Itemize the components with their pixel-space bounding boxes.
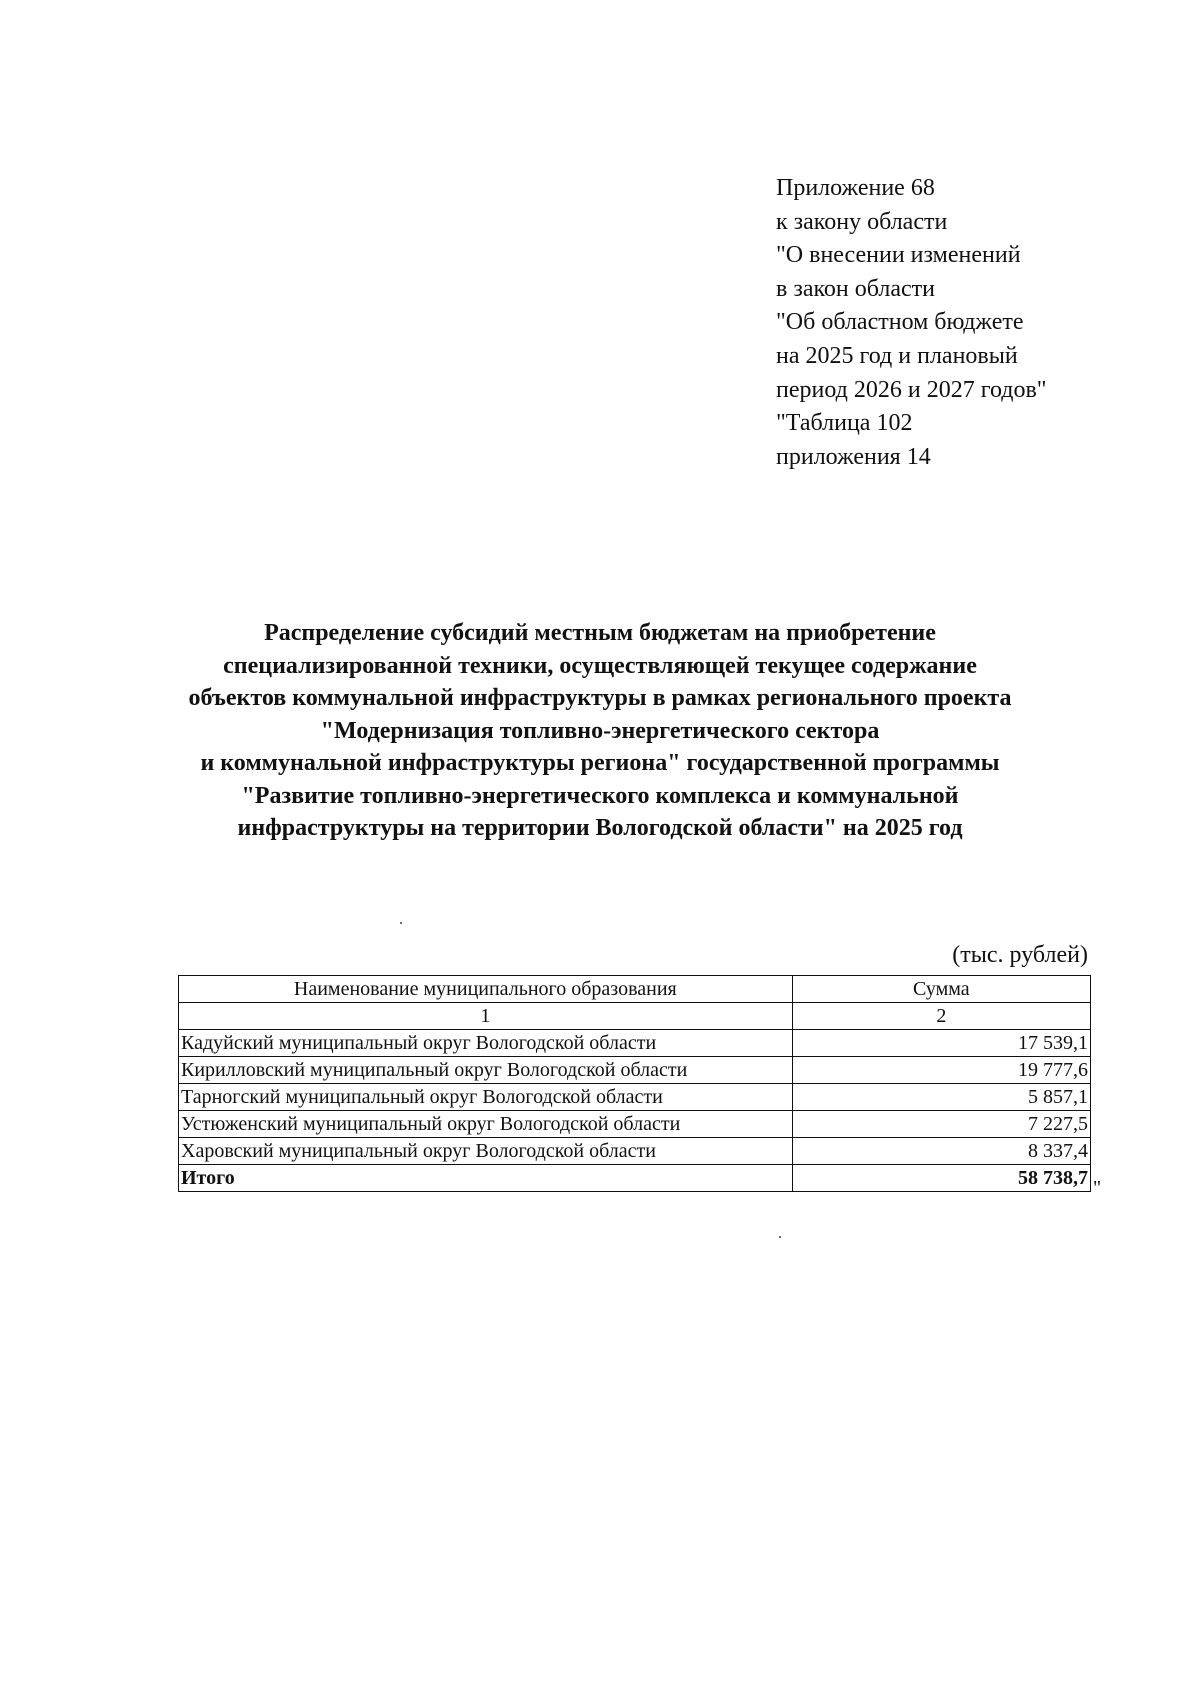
appendix-line: на 2025 год и плановый [776,342,1018,369]
subsidy-amount: 17 539,1 [792,1030,1090,1057]
table-column-numbers-row [179,1003,1091,1030]
subsidy-amount: 19 777,6 [792,1057,1090,1084]
title-line: и коммунальной инфраструктуры региона" государственной программы [200,750,1000,776]
scan-speck [400,922,402,924]
units-label: (тыс. рублей) [952,942,1088,968]
total-amount: 58 738,7 [792,1165,1090,1192]
municipality-name: Устюженский муниципальный округ Вологодской области [179,1111,793,1138]
table-row [179,1030,1091,1057]
scan-speck [779,1236,781,1238]
title-line: "Развитие топливно-энергетического комплекса и коммунальной [241,782,959,809]
table-row [179,1138,1091,1165]
subsidy-amount: 8 337,4 [792,1138,1090,1165]
title-line: объектов коммунальной инфраструктуры в рамках регионального проекта [188,685,1012,711]
subsidy-amount: 5 857,1 [792,1084,1090,1111]
appendix-line: в закон области [776,275,935,302]
appendix-line: "О внесении изменений [776,242,1021,269]
total-label: Итого [179,1165,793,1192]
document-title [100,617,1100,845]
table-row [179,1084,1091,1111]
table-total-row [179,1165,1091,1192]
municipality-name: Кирилловский муниципальный округ Вологодской области [179,1057,793,1084]
header-amount: Сумма [792,976,1090,1003]
title-line: специализированной техники, осуществляющей текущее содержание [223,652,977,679]
title-line: "Модернизация топливно-энергетического сектора [320,717,880,744]
table-row [179,1057,1091,1084]
header-municipality: Наименование муниципального образования [179,976,793,1003]
table-header-row [179,976,1091,1003]
appendix-line: "Таблица 102 [776,410,913,437]
closing-quote-mark: " [1093,1177,1102,1199]
appendix-line: "Об областном бюджете [776,309,1024,336]
municipality-name: Кадуйский муниципальный округ Вологодской области [179,1030,793,1057]
appendix-line: Приложение 68 [776,175,935,201]
table-row [179,1111,1091,1138]
title-line: Распределение субсидий местным бюджетам на приобретение [264,620,936,646]
municipality-name: Харовский муниципальный округ Вологодской области [179,1138,793,1165]
column-number-2: 2 [792,1003,1090,1030]
municipality-name: Тарногский муниципальный округ Вологодской области [179,1084,793,1111]
appendix-line: приложения 14 [776,443,931,470]
title-line: инфраструктуры на территории Вологодской области" на 2025 год [237,815,963,841]
subsidy-amount: 7 227,5 [792,1111,1090,1138]
subsidy-table [178,975,1091,1192]
appendix-line: период 2026 и 2027 годов" [776,376,1047,403]
appendix-line: к закону области [776,208,948,235]
column-number-1: 1 [179,1003,793,1030]
appendix-reference [776,172,1047,474]
